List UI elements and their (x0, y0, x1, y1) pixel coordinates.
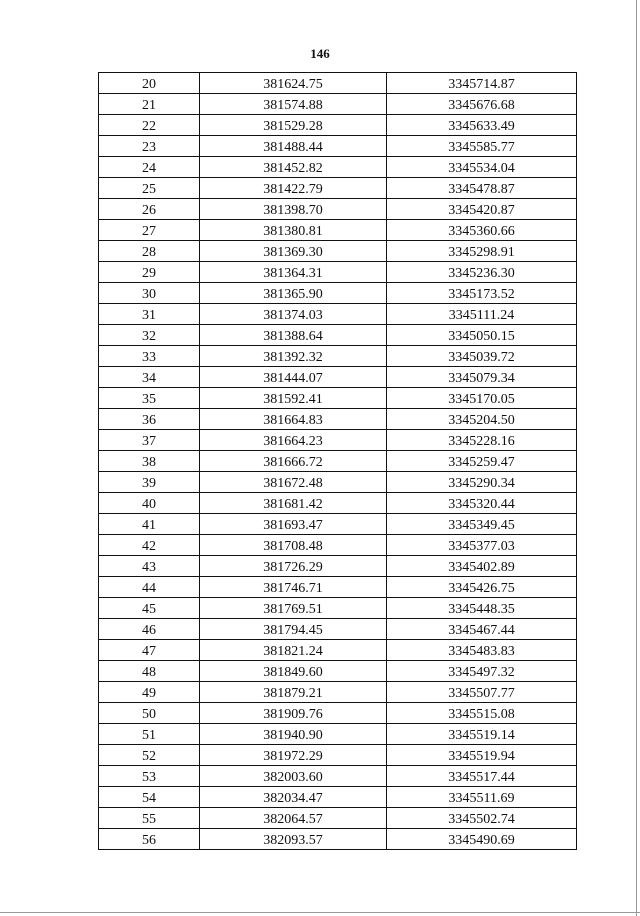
table-row (99, 304, 577, 325)
table-row (99, 724, 577, 745)
x-coordinate-cell: 381369.30 (200, 241, 387, 262)
x-coordinate-cell: 382003.60 (200, 766, 387, 787)
point-number-cell: 52 (99, 745, 200, 766)
y-coordinate-cell: 3345111.24 (387, 304, 577, 325)
table-row (99, 703, 577, 724)
y-coordinate-cell: 3345402.89 (387, 556, 577, 577)
point-number-cell: 29 (99, 262, 200, 283)
y-coordinate-cell: 3345490.69 (387, 829, 577, 850)
y-coordinate-cell: 3345228.16 (387, 430, 577, 451)
point-number-cell: 43 (99, 556, 200, 577)
table-row (99, 472, 577, 493)
x-coordinate-cell: 381452.82 (200, 157, 387, 178)
point-number-cell: 49 (99, 682, 200, 703)
table-row (99, 787, 577, 808)
table-row (99, 745, 577, 766)
point-number-cell: 54 (99, 787, 200, 808)
x-coordinate-cell: 381574.88 (200, 94, 387, 115)
x-coordinate-cell: 381879.21 (200, 682, 387, 703)
table-row (99, 241, 577, 262)
y-coordinate-cell: 3345320.44 (387, 493, 577, 514)
y-coordinate-cell: 3345173.52 (387, 283, 577, 304)
y-coordinate-cell: 3345676.68 (387, 94, 577, 115)
table-row (99, 766, 577, 787)
x-coordinate-cell: 381374.03 (200, 304, 387, 325)
x-coordinate-cell: 381681.42 (200, 493, 387, 514)
table-row (99, 430, 577, 451)
point-number-cell: 21 (99, 94, 200, 115)
table-row (99, 157, 577, 178)
x-coordinate-cell: 382093.57 (200, 829, 387, 850)
x-coordinate-cell: 381664.83 (200, 409, 387, 430)
x-coordinate-cell: 381746.71 (200, 577, 387, 598)
y-coordinate-cell: 3345298.91 (387, 241, 577, 262)
coordinate-table (98, 72, 577, 850)
table-row (99, 94, 577, 115)
x-coordinate-cell: 381488.44 (200, 136, 387, 157)
point-number-cell: 33 (99, 346, 200, 367)
x-coordinate-cell: 381972.29 (200, 745, 387, 766)
y-coordinate-cell: 3345483.83 (387, 640, 577, 661)
y-coordinate-cell: 3345519.14 (387, 724, 577, 745)
x-coordinate-cell: 381794.45 (200, 619, 387, 640)
x-coordinate-cell: 382034.47 (200, 787, 387, 808)
x-coordinate-cell: 381422.79 (200, 178, 387, 199)
x-coordinate-cell: 381769.51 (200, 598, 387, 619)
point-number-cell: 37 (99, 430, 200, 451)
point-number-cell: 39 (99, 472, 200, 493)
x-coordinate-cell: 381909.76 (200, 703, 387, 724)
y-coordinate-cell: 3345511.69 (387, 787, 577, 808)
table-row (99, 283, 577, 304)
point-number-cell: 50 (99, 703, 200, 724)
point-number-cell: 55 (99, 808, 200, 829)
point-number-cell: 47 (99, 640, 200, 661)
y-coordinate-cell: 3345079.34 (387, 367, 577, 388)
y-coordinate-cell: 3345467.44 (387, 619, 577, 640)
x-coordinate-cell: 381444.07 (200, 367, 387, 388)
x-coordinate-cell: 382064.57 (200, 808, 387, 829)
point-number-cell: 30 (99, 283, 200, 304)
table-row (99, 808, 577, 829)
point-number-cell: 41 (99, 514, 200, 535)
point-number-cell: 45 (99, 598, 200, 619)
point-number-cell: 25 (99, 178, 200, 199)
table-row (99, 199, 577, 220)
y-coordinate-cell: 3345534.04 (387, 157, 577, 178)
y-coordinate-cell: 3345377.03 (387, 535, 577, 556)
table-row (99, 619, 577, 640)
table-row (99, 136, 577, 157)
x-coordinate-cell: 381726.29 (200, 556, 387, 577)
y-coordinate-cell: 3345714.87 (387, 73, 577, 94)
table-row (99, 577, 577, 598)
x-coordinate-cell: 381664.23 (200, 430, 387, 451)
x-coordinate-cell: 381592.41 (200, 388, 387, 409)
table-row (99, 661, 577, 682)
table-row (99, 682, 577, 703)
point-number-cell: 36 (99, 409, 200, 430)
table-row (99, 325, 577, 346)
x-coordinate-cell: 381365.90 (200, 283, 387, 304)
point-number-cell: 28 (99, 241, 200, 262)
point-number-cell: 44 (99, 577, 200, 598)
point-number-cell: 31 (99, 304, 200, 325)
x-coordinate-cell: 381380.81 (200, 220, 387, 241)
y-coordinate-cell: 3345633.49 (387, 115, 577, 136)
point-number-cell: 51 (99, 724, 200, 745)
table-row (99, 178, 577, 199)
coordinate-table-container (98, 72, 576, 850)
y-coordinate-cell: 3345497.32 (387, 661, 577, 682)
y-coordinate-cell: 3345259.47 (387, 451, 577, 472)
table-row (99, 556, 577, 577)
point-number-cell: 32 (99, 325, 200, 346)
x-coordinate-cell: 381666.72 (200, 451, 387, 472)
table-row (99, 514, 577, 535)
y-coordinate-cell: 3345236.30 (387, 262, 577, 283)
x-coordinate-cell: 381529.28 (200, 115, 387, 136)
y-coordinate-cell: 3345515.08 (387, 703, 577, 724)
table-row (99, 346, 577, 367)
y-coordinate-cell: 3345420.87 (387, 199, 577, 220)
y-coordinate-cell: 3345426.75 (387, 577, 577, 598)
table-row (99, 115, 577, 136)
table-row (99, 367, 577, 388)
x-coordinate-cell: 381672.48 (200, 472, 387, 493)
point-number-cell: 34 (99, 367, 200, 388)
point-number-cell: 27 (99, 220, 200, 241)
y-coordinate-cell: 3345507.77 (387, 682, 577, 703)
point-number-cell: 24 (99, 157, 200, 178)
scan-edge-right (636, 0, 637, 916)
y-coordinate-cell: 3345204.50 (387, 409, 577, 430)
y-coordinate-cell: 3345519.94 (387, 745, 577, 766)
y-coordinate-cell: 3345478.87 (387, 178, 577, 199)
table-row (99, 451, 577, 472)
point-number-cell: 38 (99, 451, 200, 472)
point-number-cell: 46 (99, 619, 200, 640)
point-number-cell: 42 (99, 535, 200, 556)
table-row (99, 73, 577, 94)
point-number-cell: 20 (99, 73, 200, 94)
y-coordinate-cell: 3345039.72 (387, 346, 577, 367)
y-coordinate-cell: 3345290.34 (387, 472, 577, 493)
point-number-cell: 48 (99, 661, 200, 682)
y-coordinate-cell: 3345360.66 (387, 220, 577, 241)
y-coordinate-cell: 3345349.45 (387, 514, 577, 535)
point-number-cell: 35 (99, 388, 200, 409)
point-number-cell: 23 (99, 136, 200, 157)
table-row (99, 262, 577, 283)
page-number: 146 (310, 46, 330, 61)
x-coordinate-cell: 381388.64 (200, 325, 387, 346)
table-row (99, 829, 577, 850)
x-coordinate-cell: 381708.48 (200, 535, 387, 556)
table-row (99, 220, 577, 241)
coordinate-table-body (99, 73, 577, 850)
point-number-cell: 56 (99, 829, 200, 850)
table-row (99, 640, 577, 661)
point-number-cell: 53 (99, 766, 200, 787)
point-number-cell: 22 (99, 115, 200, 136)
x-coordinate-cell: 381693.47 (200, 514, 387, 535)
x-coordinate-cell: 381849.60 (200, 661, 387, 682)
x-coordinate-cell: 381624.75 (200, 73, 387, 94)
y-coordinate-cell: 3345585.77 (387, 136, 577, 157)
table-row (99, 409, 577, 430)
table-row (99, 493, 577, 514)
x-coordinate-cell: 381398.70 (200, 199, 387, 220)
y-coordinate-cell: 3345050.15 (387, 325, 577, 346)
point-number-cell: 26 (99, 199, 200, 220)
table-row (99, 535, 577, 556)
x-coordinate-cell: 381364.31 (200, 262, 387, 283)
y-coordinate-cell: 3345170.05 (387, 388, 577, 409)
x-coordinate-cell: 381821.24 (200, 640, 387, 661)
x-coordinate-cell: 381392.32 (200, 346, 387, 367)
table-row (99, 598, 577, 619)
scan-edge-bottom (0, 912, 640, 913)
y-coordinate-cell: 3345448.35 (387, 598, 577, 619)
y-coordinate-cell: 3345517.44 (387, 766, 577, 787)
table-row (99, 388, 577, 409)
y-coordinate-cell: 3345502.74 (387, 808, 577, 829)
x-coordinate-cell: 381940.90 (200, 724, 387, 745)
point-number-cell: 40 (99, 493, 200, 514)
